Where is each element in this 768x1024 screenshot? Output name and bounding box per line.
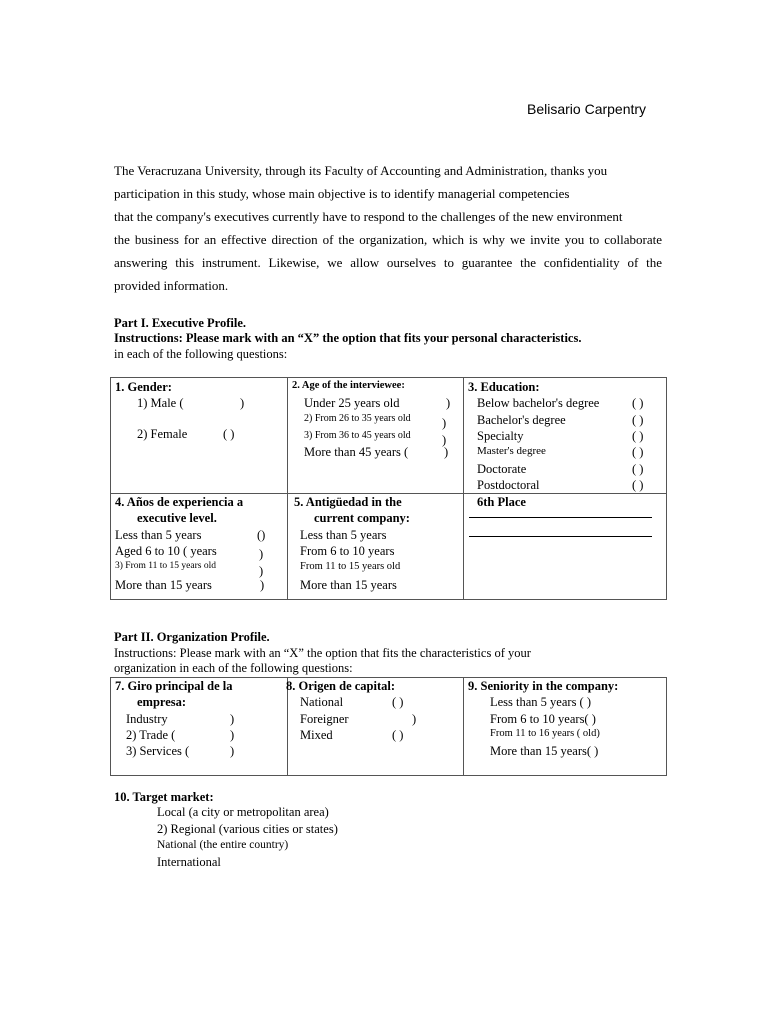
intro-line: participation in this study, whose main objective is to identify managerial competencies bbox=[114, 186, 570, 201]
q3-option-3[interactable]: Specialty bbox=[477, 429, 524, 443]
q6-answer-line-2[interactable] bbox=[469, 536, 652, 537]
q10-option-4[interactable]: International bbox=[157, 855, 221, 869]
q5-option-2[interactable]: From 6 to 10 years bbox=[300, 544, 395, 558]
q7-option-1[interactable]: Industry bbox=[126, 712, 168, 726]
q4-mark-3: ) bbox=[259, 564, 264, 578]
q5-option-3[interactable]: From 11 to 15 years old bbox=[300, 561, 401, 572]
part2-instructions-cont: organization in each of the following questions: bbox=[114, 661, 353, 675]
q1-female-box[interactable]: ( ) bbox=[223, 427, 235, 441]
q5-title: 5. Antigüedad in the bbox=[294, 495, 402, 509]
q2-mark-4: ) bbox=[444, 445, 449, 459]
q8-title: 8. Origen de capital: bbox=[286, 679, 396, 693]
q9-option-4[interactable]: More than 15 years( ) bbox=[490, 744, 599, 758]
q6-cell bbox=[464, 494, 667, 600]
q4-title-cont: executive level. bbox=[137, 511, 217, 525]
part1-title: Part I. Executive Profile. bbox=[114, 316, 247, 330]
q1-title: 1. Gender: bbox=[115, 380, 172, 394]
q4-option-4[interactable]: More than 15 years bbox=[115, 578, 212, 592]
q10-option-2[interactable]: 2) Regional (various cities or states) bbox=[157, 822, 338, 836]
q4-option-2[interactable]: Aged 6 to 10 ( years bbox=[115, 544, 217, 558]
q4-option-1[interactable]: Less than 5 years bbox=[115, 528, 202, 542]
q10-option-3[interactable]: National (the entire country) bbox=[157, 839, 289, 851]
q1-option-female[interactable]: 2) Female bbox=[137, 427, 188, 441]
q2-mark-2: ) bbox=[442, 416, 447, 430]
q7-title: 7. Giro principal de la bbox=[115, 679, 233, 693]
q10-title: 10. Target market: bbox=[114, 790, 214, 804]
q2-option-1[interactable]: Under 25 years old bbox=[304, 396, 400, 410]
q4-experience-cell bbox=[111, 494, 288, 600]
intro-line: that the company's executives currently have to respond to the challenges of the new environment bbox=[114, 209, 623, 224]
q8-box-2[interactable]: ) bbox=[412, 712, 417, 726]
q8-option-3[interactable]: Mixed bbox=[300, 728, 333, 742]
q7-option-2[interactable]: 2) Trade ( bbox=[126, 728, 176, 742]
part2-title: Part II. Organization Profile. bbox=[114, 630, 270, 644]
q4-option-3[interactable]: 3) From 11 to 15 years old bbox=[115, 561, 216, 571]
q2-mark-1: ) bbox=[446, 396, 451, 410]
author-name: Belisario Carpentry bbox=[527, 101, 647, 117]
q8-option-2[interactable]: Foreigner bbox=[300, 712, 349, 726]
q3-option-4[interactable]: Master's degree bbox=[477, 445, 546, 457]
intro-paragraph bbox=[114, 159, 662, 297]
q7-option-3[interactable]: 3) Services ( bbox=[126, 744, 190, 758]
q5-seniority-cell bbox=[288, 494, 464, 600]
q4-mark-4: ) bbox=[260, 578, 265, 592]
part1-instructions: Instructions: Please mark with an “X” the option that fits your personal characteristics. bbox=[114, 331, 582, 345]
q8-box-3[interactable]: ( ) bbox=[392, 728, 404, 742]
q6-answer-line-1[interactable] bbox=[469, 517, 652, 518]
q3-box-6[interactable]: ( ) bbox=[632, 478, 644, 492]
q1-male-close: ) bbox=[240, 396, 245, 410]
q7-mark-1: ) bbox=[230, 712, 235, 726]
q2-option-3[interactable]: 3) From 36 to 45 years old bbox=[304, 430, 411, 441]
q2-option-4[interactable]: More than 45 years ( bbox=[304, 445, 409, 459]
q8-box-1[interactable]: ( ) bbox=[392, 695, 404, 709]
intro-line: provided information. bbox=[114, 278, 229, 293]
q8-capital-cell bbox=[288, 678, 464, 776]
q3-education-cell bbox=[464, 378, 667, 494]
intro-line: The Veracruzana University, through its Faculty of Accounting and Administration, thanks you bbox=[114, 163, 608, 178]
q1-gender-cell bbox=[111, 378, 288, 494]
q2-age-cell bbox=[288, 378, 464, 494]
q5-option-4[interactable]: More than 15 years bbox=[300, 578, 397, 592]
part1-instructions-cont: in each of the following questions: bbox=[114, 347, 288, 361]
q9-company-seniority-cell bbox=[464, 678, 667, 776]
q7-title-cont: empresa: bbox=[137, 695, 187, 709]
q3-box-4[interactable]: ( ) bbox=[632, 445, 644, 459]
intro-line: the business for an effective direction of the organization, which is why we invite you to collaborate bbox=[114, 232, 662, 247]
q2-mark-3: ) bbox=[442, 433, 447, 447]
q7-mark-3: ) bbox=[230, 744, 235, 758]
q2-option-2[interactable]: 2) From 26 to 35 years old bbox=[304, 413, 411, 424]
q3-box-2[interactable]: ( ) bbox=[632, 413, 644, 427]
q3-option-6[interactable]: Postdoctoral bbox=[477, 478, 540, 492]
q3-option-1[interactable]: Below bachelor's degree bbox=[477, 396, 600, 410]
q9-option-1[interactable]: Less than 5 years ( ) bbox=[490, 695, 592, 709]
q7-mark-2: ) bbox=[230, 728, 235, 742]
q1-option-male[interactable]: 1) Male ( bbox=[137, 396, 184, 410]
q4-title: 4. Años de experiencia a bbox=[115, 495, 244, 509]
q10-option-1[interactable]: Local (a city or metropolitan area) bbox=[157, 805, 329, 819]
q3-box-3[interactable]: ( ) bbox=[632, 429, 644, 443]
q3-box-1[interactable]: ( ) bbox=[632, 396, 644, 410]
organization-profile-table bbox=[110, 677, 667, 776]
q3-title: 3. Education: bbox=[468, 380, 540, 394]
q4-mark-1: () bbox=[257, 528, 266, 542]
q3-option-2[interactable]: Bachelor's degree bbox=[477, 413, 566, 427]
q7-business-cell bbox=[111, 678, 288, 776]
q9-title: 9. Seniority in the company: bbox=[468, 679, 619, 693]
q5-title-cont: current company: bbox=[314, 511, 410, 525]
intro-line: answering this instrument. Likewise, we allow ourselves to guarantee the confidentiality of the bbox=[114, 255, 662, 270]
q5-option-1[interactable]: Less than 5 years bbox=[300, 528, 387, 542]
q3-option-5[interactable]: Doctorate bbox=[477, 462, 527, 476]
part2-instructions: Instructions: Please mark with an “X” the option that fits the characteristics of your bbox=[114, 646, 531, 660]
q8-option-1[interactable]: National bbox=[300, 695, 344, 709]
q2-title: 2. Age of the interviewee: bbox=[292, 380, 405, 391]
q6-title: 6th Place bbox=[477, 495, 526, 509]
q9-option-3[interactable]: From 11 to 16 years ( old) bbox=[490, 728, 600, 739]
executive-profile-table bbox=[110, 377, 667, 600]
q4-mark-2: ) bbox=[259, 547, 264, 561]
q3-box-5[interactable]: ( ) bbox=[632, 462, 644, 476]
q9-option-2[interactable]: From 6 to 10 years( ) bbox=[490, 712, 596, 726]
